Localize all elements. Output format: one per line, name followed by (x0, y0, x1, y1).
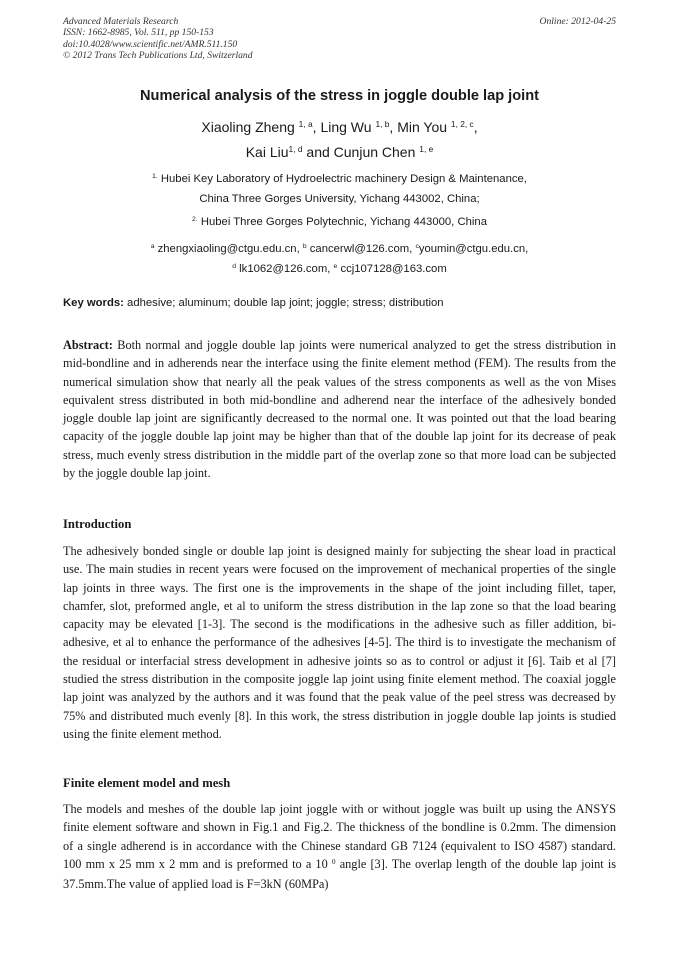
abstract (63, 336, 616, 482)
introduction-text: The adhesively bonded single or double lap joint is designed mainly for subjecting the shear load in practical use. The main studies in recent years were focused on the improvement of mechanical properties of the single lap joints in three ways. The first one is the improvements in the shape of the joint including fillet, taper, chamfer, slot, preformed angle, et al to uniform the stress distribution in the lap zone so that the load bearing capacity may be elevated [1-3]. The second is the modifications in the adhesive such as filler addition, bi-adhesive, et al to enhance the performance of the adhesives [4-5]. The third is to investigate the mechanism of the residual or interfacial stress development in adhesive joints so as to control or adjust it [6]. Taib et al [7] studied the stress distribution in the composite joggle lap joint using finite element method. The coaxial joggle lap joint was analyzed by the authors and it was found that the peak value of the peel stress was decreased by 75% and distributed much evenly [8]. In this work, the stress distribution in joggle double lap joints is studied using the finite element method. (63, 544, 616, 741)
author-name: Ling Wu (320, 119, 372, 135)
keywords (63, 297, 616, 309)
journal-name: Advanced Materials Research (63, 16, 179, 27)
email-superscript: e (333, 263, 338, 271)
email-address[interactable]: ccj107128@163.com (340, 263, 447, 275)
journal-doi: doi:10.4028/www.scientific.net/AMR.511.150 (63, 38, 238, 50)
author-superscript: 1, d (288, 144, 303, 155)
fem-heading: Finite element model and mesh (63, 776, 231, 790)
email-address[interactable]: youmin@ctgu.edu.cn, (418, 243, 529, 255)
email-address[interactable]: lk1062@126.com, (239, 263, 331, 275)
journal-copyright: © 2012 Trans Tech Publications Ltd, Switzerland (63, 50, 253, 62)
affiliation-line: China Three Gorges University, Yichang 443002, China; (199, 193, 480, 205)
fem-text-part: angle [3]. The overlap length of the double lap joint is 37.5mm.The value of applied load is F=3kN (60MPa) (63, 856, 617, 892)
paper-title: Numerical analysis of the stress in joggle double lap joint (140, 88, 539, 104)
abstract-text: Both normal and joggle double lap joints were numerical analyzed to get the stress distribution in mid-bondline and in adherends near the interface using the finite element method (FEM). The results from the numerical simulation show that nearly all the peak values of the stress components as well as the von Mises equivalent stress distributed in both mid-bondline and adherend near the interface of the adhesively bonded joggle double lap joint are significantly decreased to the normal one. It was pointed out that the load bearing capacity of the joggle double lap joint may be higher than that of the double lap joint for its decrease of peak stress, much evenly stress distribution in the middle part of the overlap zone so that more load can be subjected by the joggle double lap joint. (63, 338, 616, 481)
journal-issn: ISSN: 1662-8985, Vol. 511, pp 150-153 (63, 27, 214, 39)
affiliation-1 (63, 170, 616, 209)
affiliation-number: 1. (152, 173, 158, 181)
keywords-label: Key words: (63, 297, 124, 309)
affiliation-2 (63, 213, 616, 233)
email-superscript: b (302, 243, 307, 251)
author-name: Cunjun Chen (333, 144, 416, 160)
email-superscript: a (150, 243, 155, 251)
journal-header (63, 16, 616, 62)
introduction-heading: Introduction (63, 517, 132, 531)
author-name: Min You (397, 119, 448, 135)
affiliation-number: 2. (192, 216, 198, 224)
degree-superscript: 0 (331, 856, 336, 866)
author-conjunction: and (306, 144, 330, 160)
affiliation-line: Hubei Key Laboratory of Hydroelectric machinery Design & Maintenance, (160, 173, 527, 185)
author-list: Xiaoling Zheng $^{1, a}$, Ling Wu $^{1, b}$, Min You $^{1, 2, c}$, Kai Liu$^{1, d}$ and Cunjun Chen $^{1, e}$ (201, 119, 478, 160)
author-superscript: 1, b (375, 119, 390, 130)
abstract-label: Abstract: (63, 338, 113, 352)
affiliation-line: Hubei Three Gorges Polytechnic, Yichang 443000, China (200, 216, 487, 228)
fem-text (63, 800, 616, 893)
author-superscript: 1, 2, c (450, 119, 474, 130)
author-name: Xiaoling Zheng (201, 119, 295, 135)
keywords-text: adhesive; aluminum; double lap joint; joggle; stress; distribution (127, 297, 444, 309)
author-name: Kai Liu (245, 144, 289, 160)
author-superscript: 1, e (419, 144, 434, 155)
email-superscript: c (415, 243, 419, 251)
email-address[interactable]: cancerwl@126.com, (309, 243, 413, 255)
fem-text-part: The models and meshes of the double lap joint joggle with or without joggle was built up using the ANSYS finite element software and shown in Fig.1 and Fig.2. The thickness of the bondline is 0.2mm. The dimension of a single adherend is in accordance with the Chinese standard GB 7124 (equivalent to ISO 4587) standard. 100 mm x 25 mm x 2 mm and is preformed to a 10 (63, 802, 616, 871)
email-list (63, 240, 616, 280)
email-superscript: d (232, 263, 237, 271)
author-superscript: 1, a (298, 119, 313, 130)
email-address[interactable]: zhengxiaoling@ctgu.edu.cn, (157, 243, 300, 255)
online-date: Online: 2012-04-25 (539, 16, 616, 27)
